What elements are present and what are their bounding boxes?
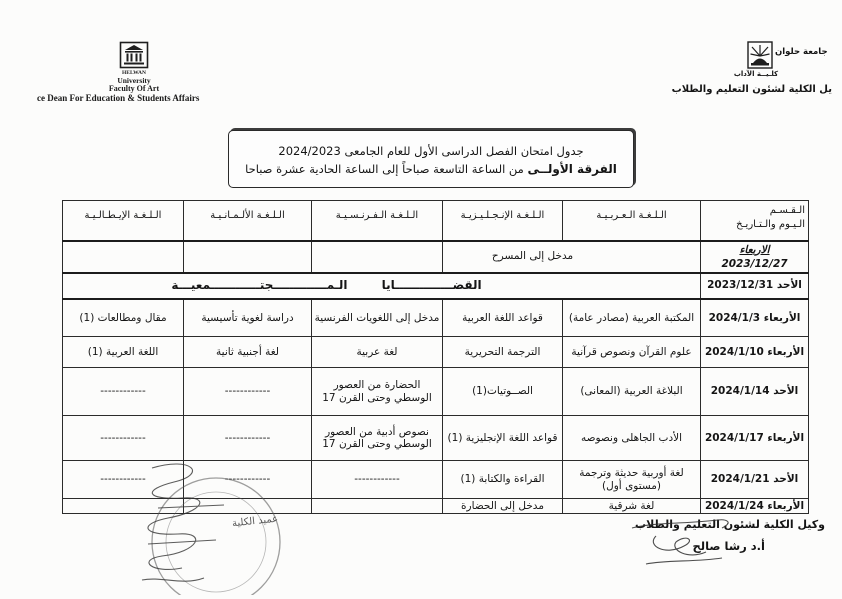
- exam-cell: ------------: [184, 461, 312, 499]
- signature-scribble-icon: [626, 506, 746, 570]
- exam-cell: ------------: [312, 461, 443, 499]
- table-row: [63, 299, 809, 337]
- exam-cell: لغة أجنبية ثانية: [184, 337, 312, 368]
- date-cell: [701, 337, 809, 368]
- exam-cell-merged: القضــــــــــــــايا الـمـــــــــــــجتــــــــــــمعيـــة: [63, 273, 701, 299]
- faculty-label: Faculty Of Art: [108, 84, 160, 93]
- stamp-lettering: عميد الكلية: [231, 513, 279, 530]
- exam-cell: الترجمة التحريرية: [443, 337, 563, 368]
- department-header: الـقـسـم: [769, 205, 805, 216]
- day-date-header: الـيـوم والـتـاريـخ: [736, 219, 805, 230]
- exam-time-label: من الساعة التاسعة صباحاً إلى الساعة الحادية عشرة صباحا: [245, 162, 524, 176]
- exam-cell: مدخل إلى اللغويات الفرنسية: [312, 299, 443, 337]
- exam-cell: دراسة لغوية تأسيسية: [184, 299, 312, 337]
- day-label: الأربعاء: [763, 311, 801, 324]
- date-cell: [701, 273, 809, 299]
- date-label: 2023/12/31: [707, 279, 774, 292]
- empty-cell: [312, 241, 443, 273]
- column-header-italian: الـلـغـة الإيـطـالـيـة: [63, 201, 184, 241]
- corner-header: [701, 201, 809, 241]
- vice-dean-office-label-ar: يل الكلية لشئون التعليم والطلاب: [671, 84, 832, 95]
- exam-cell: لغة عربية: [312, 337, 443, 368]
- exam-cell: اللغة العربية (1): [63, 337, 184, 368]
- table-row: [63, 368, 809, 416]
- date-cell: [701, 241, 809, 273]
- header-row: [63, 201, 809, 241]
- exam-cell: لغة أوربية حديثة وترجمة (مستوى أول): [563, 461, 701, 499]
- empty-cell: [184, 499, 312, 514]
- date-label: 2024/1/21: [710, 473, 770, 486]
- day-label: الأربعاء: [767, 431, 805, 444]
- exam-cell: المكتبة العربية (مصادر عامة): [563, 299, 701, 337]
- date-label: 2024/1/10: [704, 345, 764, 358]
- exam-cell: الحضارة من العصور الوسطي وحتى القرن 17: [312, 368, 443, 416]
- class-group-label: الفرقة الأولــى: [527, 162, 617, 176]
- date-label: 2024/1/24: [704, 499, 764, 512]
- university-label: University: [117, 76, 151, 85]
- empty-cell: [63, 499, 184, 514]
- exam-cell: الأدب الجاهلى ونصوصه: [563, 416, 701, 461]
- exam-cell: مدخل إلى الحضارة: [443, 499, 563, 514]
- date-cell: [701, 368, 809, 416]
- exam-cell: علوم القرآن ونصوص قرآنية: [563, 337, 701, 368]
- exam-cell: البلاغة العربية (المعانى): [563, 368, 701, 416]
- empty-cell: [63, 241, 184, 273]
- date-cell: [701, 461, 809, 499]
- schedule-title-box: [228, 130, 634, 188]
- date-label: 2024/1/14: [710, 385, 770, 398]
- table-row: [63, 416, 809, 461]
- date-cell: [701, 299, 809, 337]
- empty-cell: [312, 499, 443, 514]
- date-cell: [701, 499, 809, 514]
- university-logo-right: [746, 39, 774, 71]
- table-row: [63, 273, 809, 299]
- date-cell: [701, 416, 809, 461]
- date-label: 2023/12/27: [721, 257, 788, 270]
- column-header-arabic: الـلـغـة الـعـربـيـة: [563, 201, 701, 241]
- date-label: 2024/1/17: [704, 431, 764, 444]
- schedule-title: جدول امتحان الفصل الدراسى الأول للعام الجامعى 2024/2023: [278, 144, 584, 158]
- table-row: [63, 241, 809, 273]
- faculty-label-ar: كلـيــة الآداب: [733, 70, 779, 78]
- day-label: الأحد: [773, 385, 799, 398]
- building-emblem-icon: [118, 39, 150, 71]
- column-header-french: الـلـغـة الـفـرنـسـيـة: [312, 201, 443, 241]
- signature-name: أ.د رشا صالح: [692, 539, 765, 553]
- exam-cell: مقال ومطالعات (1): [63, 299, 184, 337]
- exam-cell: ------------: [63, 416, 184, 461]
- exam-cell: نصوص أدبية من العصور الوسطي وحتى القرن 17: [312, 416, 443, 461]
- exam-cell: الصــوتيات(1): [443, 368, 563, 416]
- signature-title: وكيل الكلية لشئون التعليم والطلاب: [635, 518, 825, 531]
- logo-lettering-left: HELWAN: [122, 70, 146, 76]
- exam-cell: ------------: [63, 368, 184, 416]
- exam-cell: لغة شرقية: [563, 499, 701, 514]
- university-logo-left: [118, 39, 150, 71]
- exam-cell: قواعد اللغة الإنجليزية (1): [443, 416, 563, 461]
- exam-cell: قواعد اللغة العربية: [443, 299, 563, 337]
- table-row: [63, 461, 809, 499]
- day-label: الأربعاء: [767, 345, 805, 358]
- day-label: الأربعاء: [767, 499, 805, 512]
- exam-cell: القراءة والكتابة (1): [443, 461, 563, 499]
- schedule-subtitle: [229, 162, 633, 176]
- day-label: الاربعاء: [739, 243, 770, 256]
- faculty-emblem-icon: [746, 39, 774, 71]
- date-label: 2024/1/3: [708, 311, 761, 324]
- table-row: [63, 337, 809, 368]
- exam-cell: مدخل إلى المسرح: [443, 241, 701, 273]
- empty-cell: [184, 241, 312, 273]
- day-label: الأحد: [776, 279, 802, 292]
- column-header-english: الـلـغـة الإنـجـلـيـزيـة: [443, 201, 563, 241]
- exam-schedule-table: [62, 200, 809, 514]
- column-header-german: الـلـغـة الألـمـانـيـة: [184, 201, 312, 241]
- table-row: [63, 499, 809, 514]
- logo-lettering-right: جامعة حلوان: [775, 47, 828, 57]
- vice-dean-office-label: ce Dean For Education & Students Affairs: [37, 93, 200, 103]
- handwritten-signature: [626, 506, 746, 570]
- exam-cell: ------------: [184, 368, 312, 416]
- exam-cell: ------------: [184, 416, 312, 461]
- exam-cell: ------------: [63, 461, 184, 499]
- day-label: الأحد: [773, 473, 799, 486]
